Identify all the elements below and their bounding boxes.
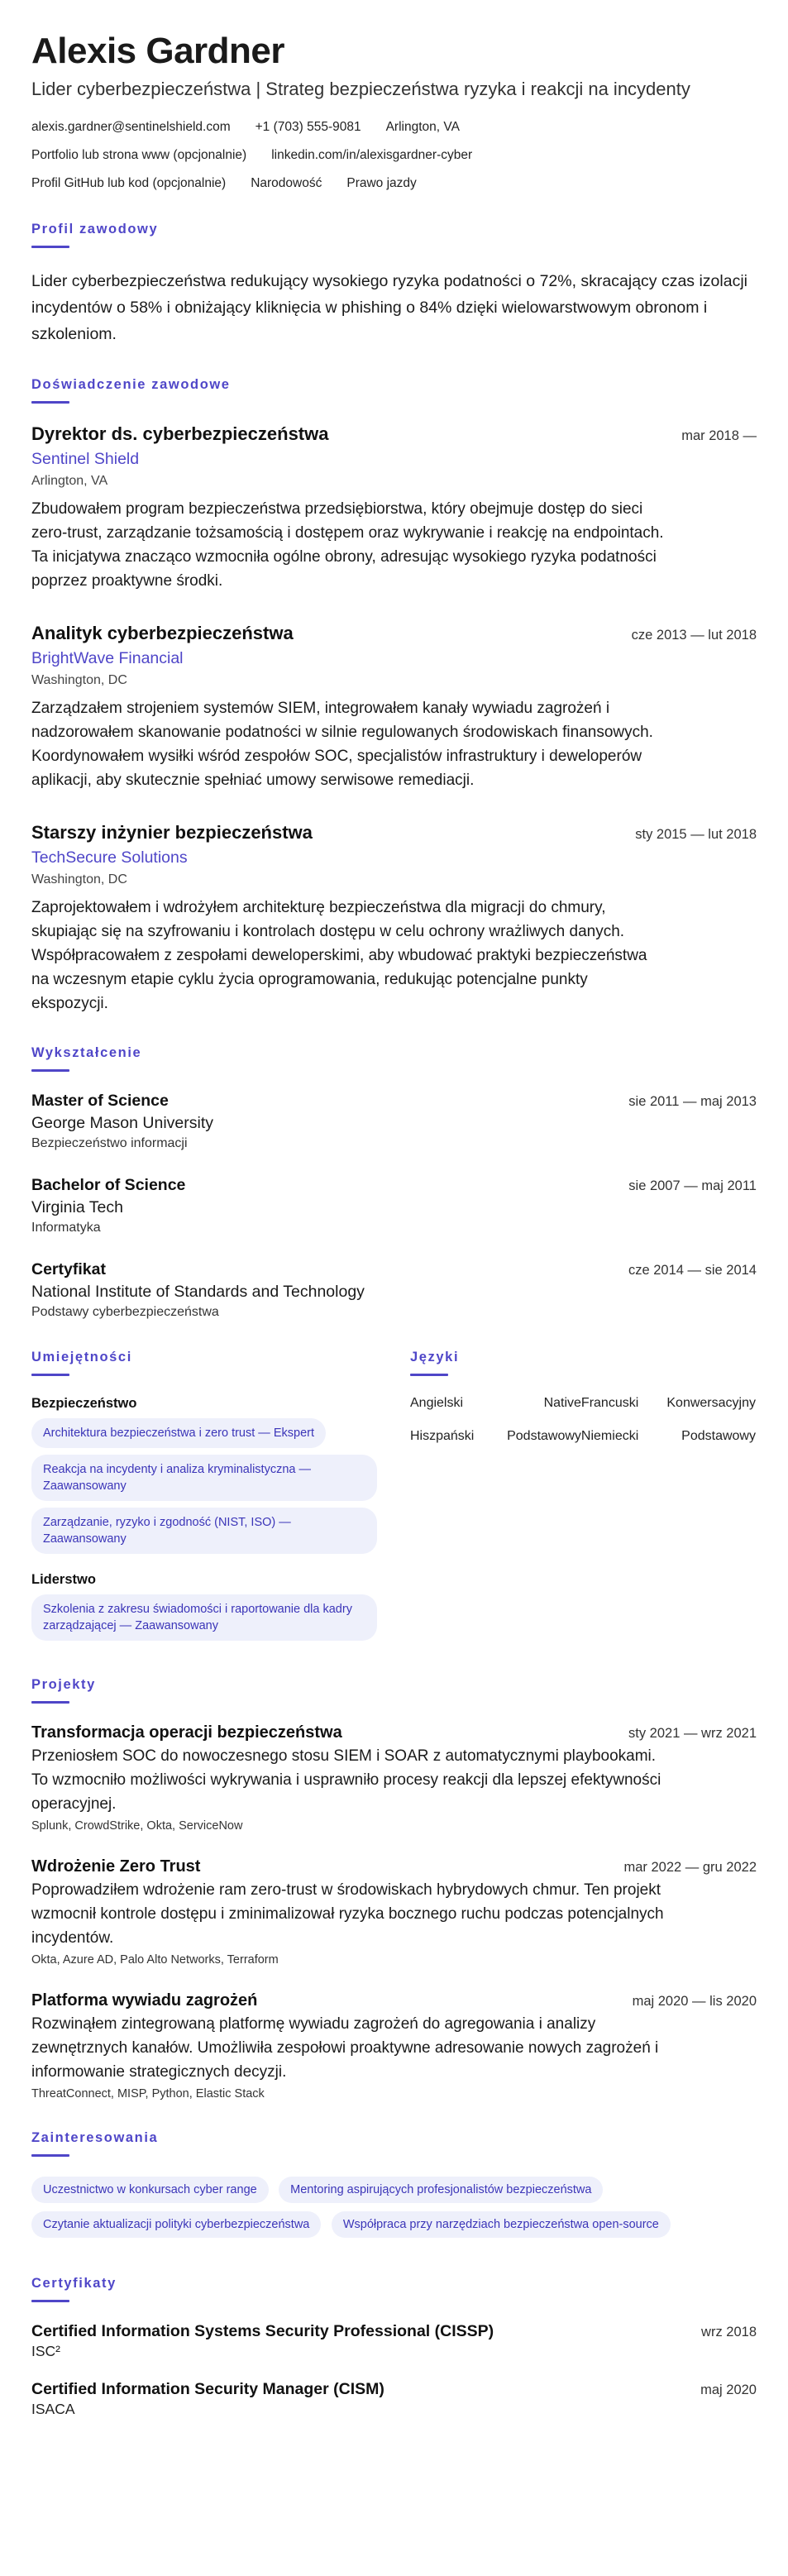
skill-category-title: Bezpieczeństwo [31, 1396, 137, 1411]
project-description: Rozwinąłem zintegrowaną platformę wywiadu zagrożeń do agregowania i analizy zewnętrznych kanałów. Umożliwiła zespołowi proaktywne adresowanie nowych zagrożeń i informowanie strategicznych decyzji. [31, 2015, 659, 2081]
section-title: Zainteresowania [31, 2130, 159, 2145]
skills-languages-row [31, 1350, 757, 1647]
headline: Lider cyberbezpieczeństwa | Strateg bezpieczeństwa ryzyka i reakcji na incydenty [31, 79, 690, 99]
contact-row [31, 175, 757, 192]
certification-issuer: ISC² [31, 2343, 60, 2359]
project-tech-stack: Splunk, CrowdStrike, Okta, ServiceNow [31, 1819, 243, 1833]
skill-pill: Zarządzanie, ryzyko i zgodność (NIST, ISO) — Zaawansowany [31, 1508, 377, 1554]
certification-entry [31, 2380, 757, 2418]
contact-location: Arlington, VA [385, 120, 460, 134]
contact-row [31, 119, 757, 136]
projects-section [31, 1677, 757, 2100]
skill-pill: Reakcja na incydenty i analiza kryminalistyczna — Zaawansowany [31, 1455, 377, 1501]
job-title: Starszy inżynier bezpieczeństwa [31, 822, 313, 843]
project-title: Transformacja operacji bezpieczeństwa [31, 1723, 342, 1742]
education-field: Bezpieczeństwo informacji [31, 1136, 188, 1150]
languages-grid [410, 1396, 756, 1444]
job-entry [31, 423, 757, 593]
language-name: Hiszpański [410, 1429, 475, 1443]
project-entry [31, 1857, 757, 1967]
contact-phone[interactable]: +1 (703) 555-9081 [255, 120, 361, 134]
experience-section [31, 377, 757, 1016]
project-dates: sty 2021 — wrz 2021 [628, 1726, 757, 1741]
job-entry [31, 822, 757, 1016]
education-degree: Certyfikat [31, 1260, 106, 1278]
job-entry [31, 623, 757, 792]
certification-name: Certified Information Systems Security Professional (CISSP) [31, 2322, 494, 2340]
contact-row [31, 147, 757, 164]
certification-date: wrz 2018 [701, 2325, 757, 2339]
contact-portfolio[interactable]: Portfolio lub strona www (opcjonalnie) [31, 148, 247, 162]
education-entry [31, 1176, 757, 1235]
education-dates: cze 2014 — sie 2014 [628, 1263, 757, 1278]
education-dates: sie 2011 — maj 2013 [628, 1094, 757, 1109]
job-company: BrightWave Financial [31, 649, 184, 667]
interests-list [31, 2177, 757, 2246]
project-title: Wdrożenie Zero Trust [31, 1857, 201, 1876]
job-dates: mar 2018 — [681, 428, 757, 443]
interest-pill: Mentoring aspirujących profesjonalistów bezpieczeństwa [279, 2177, 603, 2203]
education-school: National Institute of Standards and Technology [31, 1283, 365, 1301]
skill-pill: Architektura bezpieczeństwa i zero trust — Ekspert [31, 1418, 326, 1448]
language-level: Podstawowy [681, 1429, 756, 1443]
language-level: Konwersacyjny [666, 1396, 756, 1410]
project-title: Platforma wywiadu zagrożeń [31, 1991, 258, 2010]
education-degree: Master of Science [31, 1092, 169, 1110]
section-divider [31, 2154, 69, 2157]
project-dates: mar 2022 — gru 2022 [623, 1860, 757, 1875]
contact-github[interactable]: Profil GitHub lub kod (opcjonalnie) [31, 176, 227, 190]
contact-driving-license: Prawo jazdy [346, 176, 417, 190]
skill-pill: Szkolenia z zakresu świadomości i raportowanie dla kadry zarządzającej — Zaawansowany [31, 1594, 377, 1641]
project-entry [31, 1723, 757, 1833]
language-name: Niemiecki [580, 1429, 639, 1443]
profile-summary: Lider cyberbezpieczeństwa redukujący wysokiego ryzyka podatności o 72%, skracający czas izolacji incydentów o 58% i obniżający kliknięcia w phishing o 84% dzięki wielowarstwowym obronom i szkoleniom. [31, 272, 747, 343]
interest-pill: Współpraca przy narzędziach bezpieczeństwa open-source [332, 2211, 671, 2238]
section-title: Języki [410, 1350, 460, 1364]
section-title: Projekty [31, 1677, 96, 1692]
project-tech-stack: Okta, Azure AD, Palo Alto Networks, Terraform [31, 1953, 279, 1967]
section-divider [410, 1374, 448, 1376]
section-title: Umiejętności [31, 1350, 132, 1364]
section-divider [31, 246, 69, 248]
section-divider [31, 1374, 69, 1376]
section-title: Certyfikaty [31, 2276, 117, 2291]
skill-category-title: Liderstwo [31, 1572, 96, 1587]
job-location: Arlington, VA [31, 474, 108, 488]
language-level: Podstawowy [507, 1429, 581, 1443]
certification-entry [31, 2322, 757, 2360]
job-company: TechSecure Solutions [31, 848, 188, 867]
section-divider [31, 2300, 69, 2302]
job-description: Zarządzałem strojeniem systemów SIEM, integrowałem kanały wywiadu zagrożeń i nadzorowałem skanowanie podatności w silnie regulowanych środowiskach finansowych. Koordynowałem wysiłki wśród zespołów SOC, specjalistów infrastruktury i deweloperów aplikacji, aby skutecznie spełniać umowy serwisowe remediacji. [31, 700, 653, 789]
project-entry [31, 1991, 757, 2100]
interests-section [31, 2130, 757, 2246]
section-divider [31, 1701, 69, 1704]
job-title: Analityk cyberbezpieczeństwa [31, 623, 294, 643]
education-school: Virginia Tech [31, 1198, 123, 1216]
language-name: Angielski [410, 1396, 464, 1410]
certification-date: maj 2020 [700, 2382, 757, 2397]
education-entry [31, 1092, 757, 1151]
certification-name: Certified Information Security Manager (CISM) [31, 2380, 384, 2398]
job-dates: sty 2015 — lut 2018 [635, 827, 757, 842]
candidate-name: Alexis Gardner [31, 31, 285, 71]
job-description: Zbudowałem program bezpieczeństwa przedsiębiorstwa, który obejmuje dostęp do sieci zero-trust, zarządzanie tożsamością i dostępem oraz wykrywanie i reakcję na endpointach. Ta inicjatywa znacząco wzmocniła ogólne obrony, adresując wysokiego ryzyka podatności poprzez proaktywne środki. [31, 500, 664, 590]
job-location: Washington, DC [31, 673, 127, 687]
education-section [31, 1045, 757, 1320]
job-description: Zaprojektowałem i wdrożyłem architekturę bezpieczeństwa dla migracji do chmury, skupiając się na szyfrowaniu i kontrolach dostępu w celu ochrony wrażliwych danych. Współpracowałem z zespołami deweloperskimi, aby wbudować praktyki bezpieczeństwa na wczesnym etapie cyklu życia oprogramowania, redukując potencjalne punkty ekspozycji. [31, 899, 647, 1012]
contact-email[interactable]: alexis.gardner@sentinelshield.com [31, 120, 231, 134]
job-company: Sentinel Shield [31, 450, 140, 468]
languages-section [410, 1350, 756, 1647]
section-title: Wykształcenie [31, 1045, 142, 1060]
education-degree: Bachelor of Science [31, 1176, 186, 1194]
section-title: Profil zawodowy [31, 222, 159, 237]
section-divider [31, 1069, 69, 1072]
certification-issuer: ISACA [31, 2401, 75, 2417]
contact-linkedin[interactable]: linkedin.com/in/alexisgardner-cyber [271, 148, 473, 162]
language-level: Native [543, 1396, 581, 1410]
language-name: Francuski [580, 1396, 639, 1410]
education-dates: sie 2007 — maj 2011 [628, 1178, 757, 1193]
interest-pill: Uczestnictwo w konkursach cyber range [31, 2177, 269, 2203]
education-field: Informatyka [31, 1221, 101, 1235]
profile-section [31, 222, 757, 347]
certifications-section [31, 2276, 757, 2418]
skills-section [31, 1350, 377, 1647]
section-title: Doświadczenie zawodowe [31, 377, 231, 392]
education-field: Podstawy cyberbezpieczeństwa [31, 1305, 219, 1319]
job-location: Washington, DC [31, 872, 127, 887]
project-dates: maj 2020 — lis 2020 [632, 1994, 757, 2009]
education-school: George Mason University [31, 1114, 214, 1132]
job-dates: cze 2013 — lut 2018 [631, 628, 757, 643]
project-description: Przeniosłem SOC do nowoczesnego stosu SIEM i SOAR z automatycznymi playbookami. To wzmocniło możliwości wykrywania i usprawniło procesy reakcji dla lepszej efektywności operacyjnej. [31, 1747, 661, 1813]
project-tech-stack: ThreatConnect, MISP, Python, Elastic Stack [31, 2087, 265, 2100]
section-divider [31, 401, 69, 404]
project-description: Poprowadziłem wdrożenie ram zero-trust w środowiskach hybrydowych chmur. Ten projekt wzmocnił kontrole dostępu i zminimalizował ryzyka bocznego ruchu podczas potencjalnych incydentów. [31, 1881, 664, 1947]
job-title: Dyrektor ds. cyberbezpieczeństwa [31, 423, 329, 444]
interest-pill: Czytanie aktualizacji polityki cyberbezpieczeństwa [31, 2211, 321, 2238]
education-entry [31, 1260, 757, 1320]
contact-nationality: Narodowość [251, 176, 322, 190]
